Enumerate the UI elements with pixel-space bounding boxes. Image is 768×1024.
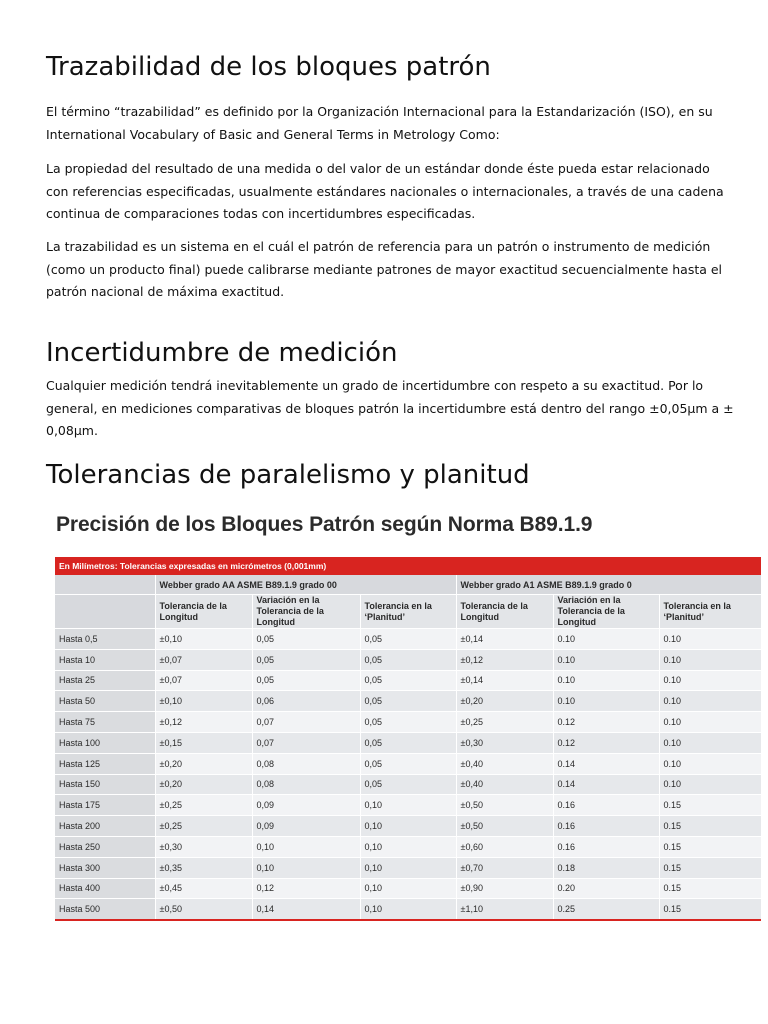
table-cell: ±0,20 — [155, 753, 252, 774]
table-cell: 0.10 — [659, 732, 761, 753]
table-row — [55, 670, 761, 691]
table-cell: ±0,90 — [456, 878, 553, 899]
row-label-cell: Hasta 175 — [55, 795, 155, 816]
paragraph-iso-definition: El término “trazabilidad” es definido por la Organización Internacional para la Estandarización (ISO), en su International Vocabulary of Basic and General Terms in Metrology Como: — [46, 104, 713, 142]
table-cell: 0.12 — [553, 732, 659, 753]
row-label-cell: Hasta 300 — [55, 857, 155, 878]
row-label-cell: Hasta 25 — [55, 670, 155, 691]
table-row — [55, 774, 761, 795]
table-cell: 0.10 — [659, 629, 761, 650]
table-cell: 0,05 — [360, 629, 456, 650]
section-title-trazabilidad: Trazabilidad de los bloques patrón — [46, 52, 491, 82]
table-cell: 0,14 — [252, 899, 360, 919]
table-cell: ±0,10 — [155, 691, 252, 712]
table-cell: 0.16 — [553, 816, 659, 837]
table-cell: 0,05 — [360, 670, 456, 691]
table-cell: 0,05 — [360, 774, 456, 795]
table-cell: ±0,12 — [456, 649, 553, 670]
table-cell: ±1,10 — [456, 899, 553, 919]
table-cell: ±0,07 — [155, 649, 252, 670]
table-row — [55, 712, 761, 733]
table-cell: ±0,14 — [456, 629, 553, 650]
table-cell: 0.10 — [553, 629, 659, 650]
table-cell: 0,10 — [360, 836, 456, 857]
table-cell: 0.18 — [553, 857, 659, 878]
table-cell: 0,07 — [252, 732, 360, 753]
table-cell: 0,05 — [360, 712, 456, 733]
paragraph-trazabilidad-sistema: La trazabilidad es un sistema en el cuál el patrón de referencia para un patrón o instrumento de medición (como un producto final) puede calibrarse mediante patrones de mayor exactitud secuencialmente hasta el patrón nacional de máxima exactitud. — [46, 239, 723, 299]
table-title: Precisión de los Bloques Patrón según Norma B89.1.9 — [56, 513, 593, 536]
table-cell: 0.25 — [553, 899, 659, 919]
table-row — [55, 753, 761, 774]
table-corner-cell-sub — [55, 595, 155, 629]
table-row — [55, 878, 761, 899]
table-cell: 0,12 — [252, 878, 360, 899]
table-cell: ±0,12 — [155, 712, 252, 733]
table-row — [55, 816, 761, 837]
table-corner-cell — [55, 575, 155, 595]
row-label-cell: Hasta 75 — [55, 712, 155, 733]
paragraph-propiedad: La propiedad del resultado de una medida o del valor de un estándar donde éste pueda estar relacionado con referencias especificadas, usualmente estándares nacionales o internacionales, a través de una cadena continua de comparaciones todas con incertidumbres especificadas. — [46, 161, 724, 221]
table-cell: ±0,20 — [456, 691, 553, 712]
table-cell: 0,08 — [252, 774, 360, 795]
table-cell: 0,10 — [360, 899, 456, 919]
table-cell: ±0,50 — [456, 795, 553, 816]
table-cell: 0.15 — [659, 899, 761, 919]
table-cell: 0,10 — [360, 816, 456, 837]
column-header: Variación en la Tolerancia de la Longitud — [553, 595, 659, 629]
table-cell: 0,10 — [360, 878, 456, 899]
table-cell: 0,05 — [252, 670, 360, 691]
table-cell: 0,06 — [252, 691, 360, 712]
table-row — [55, 857, 761, 878]
table-cell: 0,05 — [252, 649, 360, 670]
row-label-cell: Hasta 500 — [55, 899, 155, 919]
table-cell: ±0,25 — [456, 712, 553, 733]
table-cell: ±0,14 — [456, 670, 553, 691]
table-cell: 0.10 — [659, 691, 761, 712]
table-cell: 0.16 — [553, 836, 659, 857]
table-cell: ±0,50 — [155, 899, 252, 919]
table-row — [55, 629, 761, 650]
table-cell: 0.15 — [659, 857, 761, 878]
table-cell: ±0,60 — [456, 836, 553, 857]
table-row — [55, 836, 761, 857]
section-title-incertidumbre: Incertidumbre de medición — [46, 338, 398, 368]
section-title-tolerancias: Tolerancias de paralelismo y planitud — [46, 460, 530, 490]
table-cell: ±0,70 — [456, 857, 553, 878]
table-cell: 0,09 — [252, 795, 360, 816]
table-cell: ±0,40 — [456, 774, 553, 795]
table-cell: ±0,50 — [456, 816, 553, 837]
table-cell: ±0,30 — [456, 732, 553, 753]
table-cell: 0.15 — [659, 816, 761, 837]
paragraph-incertidumbre: Cualquier medición tendrá inevitablemente un grado de incertidumbre con respeto a su exactitud. Por lo general, en mediciones comparativas de bloques patrón la incertidumbre está dentro del rango ±0,05µm a ± 0,08µm. — [46, 378, 734, 438]
table-cell: 0,05 — [360, 732, 456, 753]
table-row — [55, 691, 761, 712]
table-row — [55, 795, 761, 816]
table-cell: ±0,25 — [155, 816, 252, 837]
table-cell: ±0,30 — [155, 836, 252, 857]
column-header: Variación en la Tolerancia de la Longitud — [252, 595, 360, 629]
table-cell: 0,10 — [252, 857, 360, 878]
row-label-cell: Hasta 250 — [55, 836, 155, 857]
table-cell: ±0,15 — [155, 732, 252, 753]
table-cell: 0.20 — [553, 878, 659, 899]
table-cell: 0.15 — [659, 836, 761, 857]
table-cell: 0.10 — [659, 753, 761, 774]
column-header: Tolerancia de la Longitud — [456, 595, 553, 629]
table-cell: 0.10 — [553, 691, 659, 712]
group-header-grade-0: Webber grado A1 ASME B89.1.9 grado 0 — [456, 575, 761, 595]
tolerance-table — [55, 575, 762, 919]
table-cell: ±0,07 — [155, 670, 252, 691]
table-cell: 0,05 — [252, 629, 360, 650]
row-label-cell: Hasta 100 — [55, 732, 155, 753]
table-cell: 0.10 — [659, 712, 761, 733]
table-cell: 0.10 — [659, 774, 761, 795]
table-cell: 0.10 — [659, 670, 761, 691]
table-cell: 0,05 — [360, 691, 456, 712]
table-cell: ±0,35 — [155, 857, 252, 878]
row-label-cell: Hasta 0,5 — [55, 629, 155, 650]
table-cell: 0,07 — [252, 712, 360, 733]
table-cell: 0.16 — [553, 795, 659, 816]
table-unit-band: En Milímetros: Tolerancias expresadas en micrómetros (0,001mm) — [55, 557, 761, 575]
row-label-cell: Hasta 400 — [55, 878, 155, 899]
table-cell: 0,10 — [252, 836, 360, 857]
row-label-cell: Hasta 200 — [55, 816, 155, 837]
table-cell: ±0,45 — [155, 878, 252, 899]
row-label-cell: Hasta 150 — [55, 774, 155, 795]
tolerance-table-figure — [55, 510, 761, 921]
table-bottom-rule — [55, 919, 761, 921]
table-cell: 0,08 — [252, 753, 360, 774]
column-header: Tolerancia de la Longitud — [155, 595, 252, 629]
row-label-cell: Hasta 50 — [55, 691, 155, 712]
table-cell: 0.10 — [659, 649, 761, 670]
table-cell: 0.14 — [553, 774, 659, 795]
table-row — [55, 649, 761, 670]
table-cell: 0.14 — [553, 753, 659, 774]
table-cell: 0,10 — [360, 857, 456, 878]
column-header: Tolerancia en la ‘Planitud’ — [360, 595, 456, 629]
row-label-cell: Hasta 10 — [55, 649, 155, 670]
table-cell: ±0,40 — [456, 753, 553, 774]
table-body — [55, 629, 761, 920]
table-row — [55, 732, 761, 753]
table-cell: ±0,20 — [155, 774, 252, 795]
row-label-cell: Hasta 125 — [55, 753, 155, 774]
table-cell: 0.12 — [553, 712, 659, 733]
column-header: Tolerancia en la ‘Planitud’ — [659, 595, 761, 629]
table-cell: ±0,10 — [155, 629, 252, 650]
table-cell: 0,10 — [360, 795, 456, 816]
table-cell: 0,05 — [360, 649, 456, 670]
table-cell: ±0,25 — [155, 795, 252, 816]
group-header-grade-00: Webber grado AA ASME B89.1.9 grado 00 — [155, 575, 456, 595]
table-cell: 0.15 — [659, 795, 761, 816]
table-cell: 0.15 — [659, 878, 761, 899]
table-cell: 0.10 — [553, 670, 659, 691]
table-row — [55, 899, 761, 919]
table-cell: 0.10 — [553, 649, 659, 670]
table-cell: 0,05 — [360, 753, 456, 774]
table-cell: 0,09 — [252, 816, 360, 837]
